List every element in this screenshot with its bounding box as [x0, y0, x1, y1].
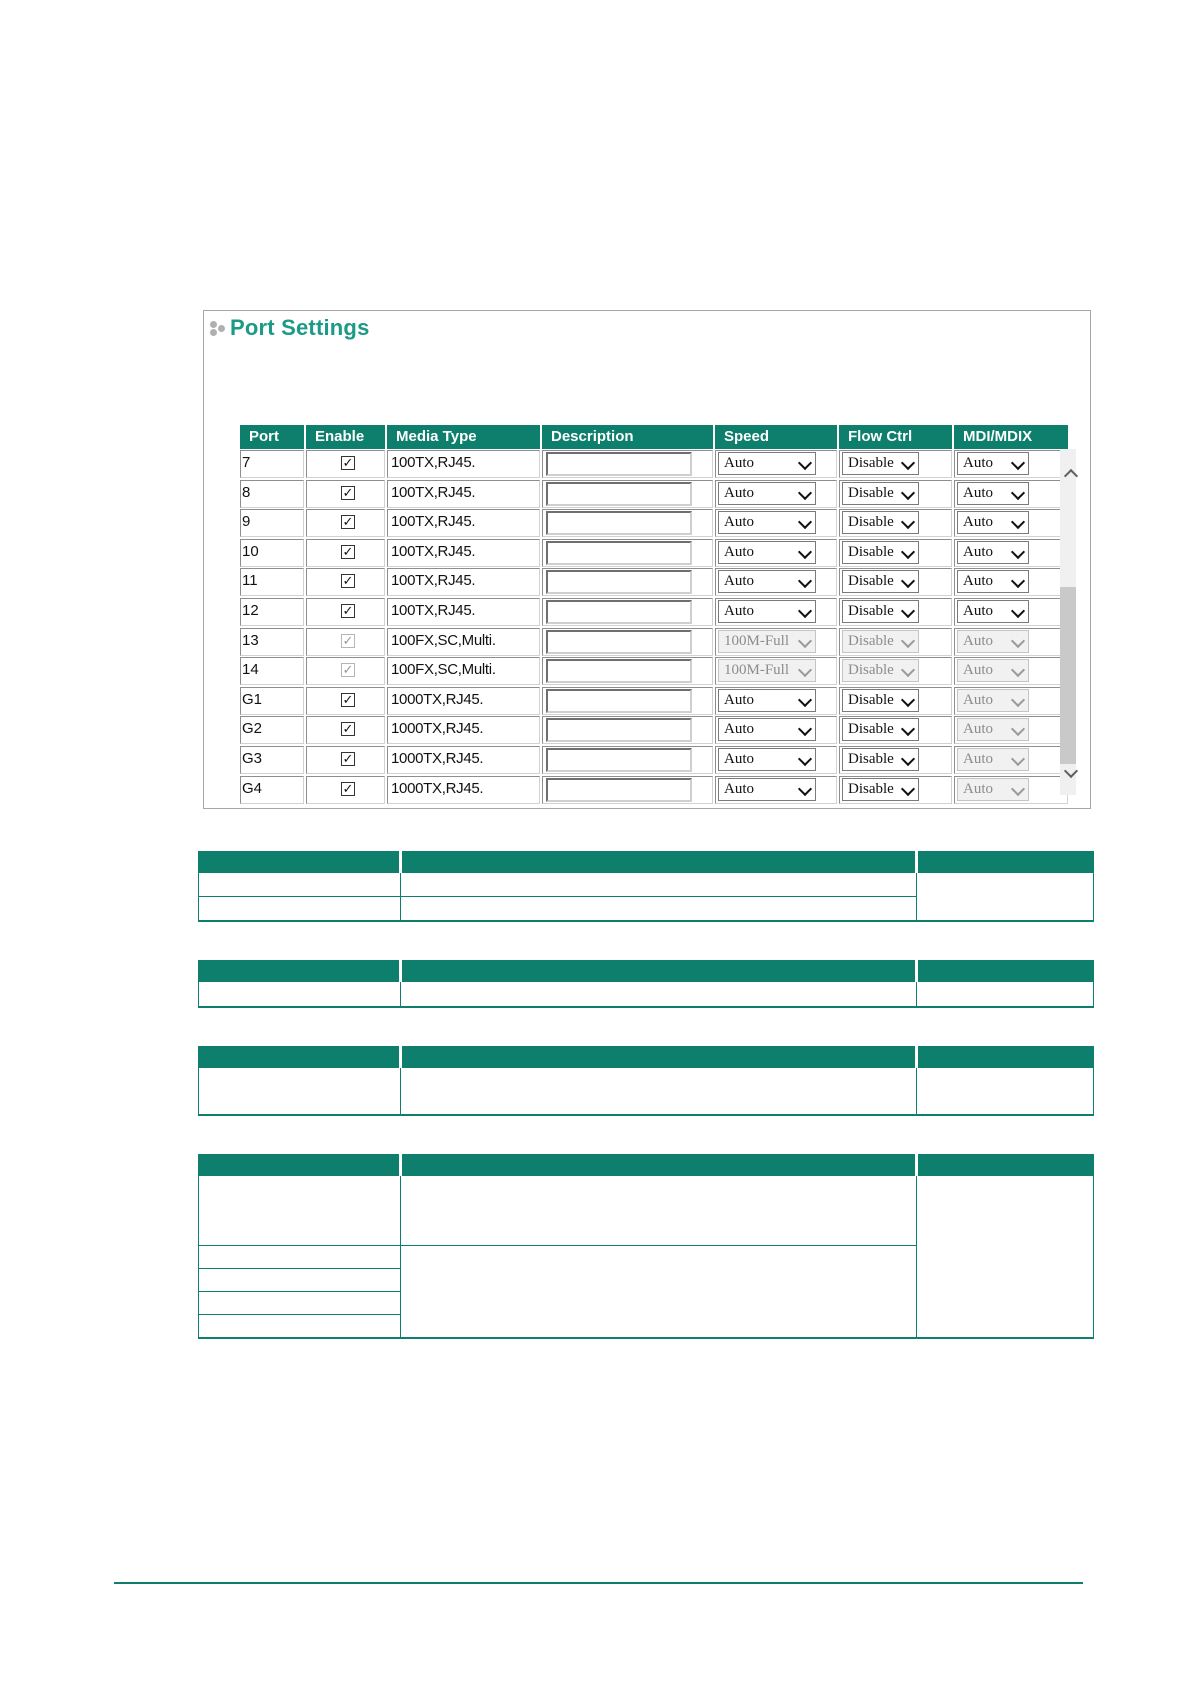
flow-ctrl-cell	[839, 628, 952, 656]
port-cell: 12	[240, 598, 304, 626]
media-type-cell: 1000TX,RJ45.	[387, 716, 540, 744]
description-input[interactable]	[546, 541, 692, 565]
speed-cell	[715, 450, 837, 478]
mdi-mdix-cell	[954, 568, 1068, 596]
flow-ctrl-select[interactable]	[842, 778, 919, 801]
flow-ctrl-select-value: Disable	[848, 751, 894, 767]
speed-select-value: Auto	[724, 603, 754, 619]
flow-ctrl-select[interactable]	[842, 689, 919, 712]
table-row	[240, 776, 1068, 804]
port-settings-title-bar	[209, 313, 370, 343]
speed-cell	[715, 568, 837, 596]
speed-select-value: Auto	[724, 573, 754, 590]
chevron-down-icon	[798, 545, 812, 559]
table-row	[240, 480, 1068, 508]
enable-checkbox[interactable]: ✓	[342, 484, 354, 500]
enable-cell	[306, 746, 385, 774]
table-header	[198, 1154, 1094, 1176]
table-row	[240, 687, 1068, 715]
chevron-down-icon	[1011, 663, 1025, 677]
speed-cell	[715, 598, 837, 626]
table-row	[240, 716, 1068, 744]
doc-table-1	[198, 851, 1094, 922]
port-cell: 13	[240, 628, 304, 656]
flow-ctrl-cell	[839, 509, 952, 537]
chevron-down-icon	[901, 634, 915, 648]
media-type-cell: 1000TX,RJ45.	[387, 746, 540, 774]
chevron-down-icon	[1011, 574, 1025, 588]
vertical-scrollbar[interactable]	[1060, 449, 1076, 795]
flow-ctrl-cell	[839, 480, 952, 508]
flow-ctrl-cell	[839, 450, 952, 478]
media-type-cell: 1000TX,RJ45.	[387, 776, 540, 804]
description-input[interactable]	[546, 718, 692, 742]
enable-cell	[306, 480, 385, 508]
media-type-cell: 100FX,SC,Multi.	[387, 657, 540, 685]
media-type-cell: 100TX,RJ45.	[387, 568, 540, 596]
chevron-down-icon	[798, 486, 812, 500]
chevron-down-icon	[798, 456, 812, 470]
media-type-cell: 100FX,SC,Multi.	[387, 628, 540, 656]
description-cell	[542, 450, 713, 478]
speed-select[interactable]	[718, 541, 816, 564]
speed-select[interactable]	[718, 482, 816, 505]
mdi-mdix-select-value: Auto	[963, 514, 993, 531]
port-cell: 9	[240, 509, 304, 537]
speed-select[interactable]	[718, 748, 816, 771]
description-cell	[542, 628, 713, 656]
chevron-down-icon	[798, 574, 812, 588]
port-cell: G1	[240, 687, 304, 715]
chevron-down-icon	[901, 752, 915, 766]
speed-cell	[715, 687, 837, 715]
speed-select-value: Auto	[724, 721, 754, 738]
enable-checkbox: ✓	[342, 632, 354, 648]
enable-checkbox[interactable]: ✓	[342, 455, 354, 470]
mdi-mdix-select-value: Auto	[963, 603, 993, 619]
mdi-mdix-select[interactable]	[957, 511, 1029, 534]
table-header	[198, 960, 1094, 982]
mdi-mdix-select-value: Auto	[963, 662, 993, 679]
chevron-down-icon	[901, 545, 915, 559]
mdi-mdix-cell	[954, 687, 1068, 715]
media-type-cell: 100TX,RJ45.	[387, 598, 540, 626]
speed-select[interactable]	[718, 511, 816, 534]
table-row	[240, 450, 1068, 478]
flow-ctrl-cell	[839, 776, 952, 804]
description-input[interactable]	[546, 482, 692, 506]
enable-checkbox: ✓	[342, 662, 354, 678]
scrollbar-thumb[interactable]	[1060, 587, 1076, 764]
media-type-cell: 1000TX,RJ45.	[387, 687, 540, 715]
mdi-mdix-select	[957, 778, 1029, 801]
flow-ctrl-cell	[839, 568, 952, 596]
enable-cell	[306, 450, 385, 478]
media-type-cell: 100TX,RJ45.	[387, 509, 540, 537]
enable-checkbox[interactable]: ✓	[342, 543, 354, 559]
flow-ctrl-select[interactable]	[842, 452, 919, 475]
mdi-mdix-cell	[954, 776, 1068, 804]
flow-ctrl-select-value: Disable	[848, 603, 894, 619]
mdi-mdix-select-value: Auto	[963, 780, 993, 797]
enable-cell	[306, 716, 385, 744]
flow-ctrl-select[interactable]	[842, 511, 919, 534]
enable-checkbox[interactable]: ✓	[342, 514, 354, 530]
mdi-mdix-select-value: Auto	[963, 543, 993, 560]
table-row	[240, 746, 1068, 774]
mdi-mdix-cell	[954, 657, 1068, 685]
chevron-down-icon	[901, 604, 915, 618]
mdi-mdix-select-value: Auto	[963, 484, 993, 501]
chevron-down-icon	[901, 782, 915, 796]
flow-ctrl-select-value: Disable	[848, 780, 894, 797]
mdi-mdix-cell	[954, 716, 1068, 744]
flow-ctrl-select[interactable]	[842, 600, 919, 623]
speed-select[interactable]	[718, 718, 816, 741]
speed-select[interactable]	[718, 778, 816, 801]
speed-select-value: Auto	[724, 751, 754, 767]
port-cell: 10	[240, 539, 304, 567]
enable-checkbox[interactable]: ✓	[342, 721, 354, 737]
chevron-down-icon	[798, 604, 812, 618]
table-header	[198, 851, 1094, 873]
flow-ctrl-cell	[839, 657, 952, 685]
description-cell	[542, 539, 713, 567]
chevron-down-icon	[1011, 486, 1025, 500]
flow-ctrl-select	[842, 630, 919, 653]
table-row	[240, 539, 1068, 567]
description-cell	[542, 687, 713, 715]
flow-ctrl-select[interactable]	[842, 718, 919, 741]
port-cell: 11	[240, 568, 304, 596]
col-flow-ctrl-header: Flow Ctrl	[839, 425, 952, 449]
speed-select[interactable]	[718, 570, 816, 593]
mdi-mdix-select-value: Auto	[963, 455, 993, 471]
description-input[interactable]	[546, 511, 692, 535]
mdi-mdix-cell	[954, 509, 1068, 537]
description-input[interactable]	[546, 630, 692, 654]
flow-ctrl-select-value: Disable	[848, 543, 894, 560]
mdi-mdix-select-value: Auto	[963, 573, 993, 590]
mdi-mdix-cell	[954, 539, 1068, 567]
chevron-down-icon	[1011, 752, 1025, 766]
col-port-header: Port	[240, 425, 304, 449]
mdi-mdix-select	[957, 748, 1029, 771]
flow-ctrl-select-value: Disable	[848, 573, 894, 590]
description-cell	[542, 509, 713, 537]
enable-cell	[306, 509, 385, 537]
mdi-mdix-cell	[954, 480, 1068, 508]
description-cell	[542, 480, 713, 508]
speed-cell	[715, 746, 837, 774]
description-input[interactable]	[546, 600, 692, 624]
speed-select-value: 100M-Full	[724, 632, 790, 649]
flow-ctrl-select-value: Disable	[848, 721, 894, 738]
chevron-down-icon	[901, 722, 915, 736]
mdi-mdix-select[interactable]	[957, 541, 1029, 564]
speed-select-value: Auto	[724, 543, 754, 560]
table-row	[240, 628, 1068, 656]
doc-table-3	[198, 1046, 1094, 1116]
port-settings-panel	[203, 310, 1091, 809]
speed-cell	[715, 657, 837, 685]
mdi-mdix-select	[957, 659, 1029, 682]
chevron-down-icon	[1011, 693, 1025, 707]
chevron-down-icon	[798, 722, 812, 736]
flow-ctrl-select-value: Disable	[848, 632, 894, 649]
flow-ctrl-select-value: Disable	[848, 662, 894, 679]
speed-select	[718, 630, 816, 653]
flow-ctrl-select[interactable]	[842, 541, 919, 564]
enable-cell	[306, 657, 385, 685]
enable-cell	[306, 687, 385, 715]
chevron-down-icon	[901, 456, 915, 470]
enable-checkbox[interactable]: ✓	[342, 691, 354, 707]
flow-ctrl-cell	[839, 746, 952, 774]
table-row	[240, 598, 1068, 626]
flow-ctrl-select	[842, 659, 919, 682]
speed-cell	[715, 480, 837, 508]
mdi-mdix-select-value: Auto	[963, 751, 993, 767]
enable-checkbox[interactable]: ✓	[342, 780, 354, 796]
mdi-mdix-select-value: Auto	[963, 691, 993, 708]
enable-checkbox[interactable]: ✓	[342, 603, 354, 618]
mdi-mdix-select[interactable]	[957, 600, 1029, 623]
speed-cell	[715, 628, 837, 656]
description-cell	[542, 746, 713, 774]
description-input[interactable]	[546, 452, 692, 476]
enable-checkbox[interactable]: ✓	[342, 573, 354, 589]
chevron-down-icon	[901, 693, 915, 707]
description-input[interactable]	[546, 659, 692, 683]
table-header	[198, 1046, 1094, 1068]
mdi-mdix-select	[957, 630, 1029, 653]
port-cell: G4	[240, 776, 304, 804]
speed-select-value: Auto	[724, 514, 754, 531]
chevron-down-icon	[1011, 545, 1025, 559]
chevron-down-icon	[901, 486, 915, 500]
page-title: Port Settings	[230, 315, 370, 340]
chevron-down-icon	[798, 782, 812, 796]
description-cell	[542, 657, 713, 685]
enable-cell	[306, 598, 385, 626]
description-input[interactable]	[546, 689, 692, 713]
speed-select-value: Auto	[724, 484, 754, 501]
flow-ctrl-select-value: Disable	[848, 691, 894, 708]
table-row	[240, 568, 1068, 596]
mdi-mdix-cell	[954, 598, 1068, 626]
speed-select[interactable]	[718, 452, 816, 475]
mdi-mdix-select-value: Auto	[963, 632, 993, 649]
col-speed-header: Speed	[715, 425, 837, 449]
flow-ctrl-select[interactable]	[842, 570, 919, 593]
port-settings-table	[240, 425, 1068, 796]
chevron-down-icon	[798, 515, 812, 529]
media-type-cell: 100TX,RJ45.	[387, 539, 540, 567]
chevron-down-icon	[1011, 456, 1025, 470]
doc-table-2	[198, 960, 1094, 1008]
chevron-down-icon	[1011, 782, 1025, 796]
col-media-type-header: Media Type	[387, 425, 540, 449]
description-cell	[542, 776, 713, 804]
footer-rule	[114, 1582, 1083, 1584]
col-mdi-mdix-header: MDI/MDIX	[954, 425, 1068, 449]
speed-select[interactable]	[718, 689, 816, 712]
speed-select-value: Auto	[724, 780, 754, 797]
description-input[interactable]	[546, 748, 692, 772]
description-input[interactable]	[546, 778, 692, 802]
mdi-mdix-cell	[954, 628, 1068, 656]
chevron-down-icon	[1011, 634, 1025, 648]
speed-select[interactable]	[718, 600, 816, 623]
table-row	[240, 509, 1068, 537]
col-enable-header: Enable	[306, 425, 385, 449]
mdi-mdix-select[interactable]	[957, 482, 1029, 505]
enable-cell	[306, 539, 385, 567]
mdi-mdix-select	[957, 689, 1029, 712]
chevron-down-icon	[1011, 722, 1025, 736]
mdi-mdix-select	[957, 718, 1029, 741]
speed-cell	[715, 716, 837, 744]
chevron-down-icon	[798, 634, 812, 648]
chevron-down-icon	[901, 574, 915, 588]
description-cell	[542, 568, 713, 596]
mdi-mdix-cell	[954, 746, 1068, 774]
chevron-down-icon	[798, 752, 812, 766]
flow-ctrl-select-value: Disable	[848, 455, 894, 471]
doc-table-4	[198, 1154, 1094, 1339]
description-cell	[542, 716, 713, 744]
chevron-down-icon	[1011, 515, 1025, 529]
enable-cell	[306, 776, 385, 804]
col-description-header: Description	[542, 425, 713, 449]
description-cell	[542, 598, 713, 626]
port-cell: G3	[240, 746, 304, 774]
mdi-mdix-select-value: Auto	[963, 721, 993, 738]
flow-ctrl-select-value: Disable	[848, 514, 894, 531]
speed-cell	[715, 776, 837, 804]
mdi-mdix-select[interactable]	[957, 452, 1029, 475]
flow-ctrl-cell	[839, 687, 952, 715]
speed-select-value: 100M-Full	[724, 662, 790, 679]
flow-ctrl-cell	[839, 539, 952, 567]
mdi-mdix-cell	[954, 450, 1068, 478]
chevron-down-icon	[901, 663, 915, 677]
mdi-mdix-select[interactable]	[957, 570, 1029, 593]
speed-select-value: Auto	[724, 691, 754, 708]
chevron-down-icon	[1011, 604, 1025, 618]
flow-ctrl-select[interactable]	[842, 748, 919, 771]
enable-cell	[306, 628, 385, 656]
enable-checkbox[interactable]: ✓	[342, 751, 354, 766]
dots-icon	[209, 316, 227, 340]
chevron-down-icon	[798, 663, 812, 677]
chevron-down-icon	[798, 693, 812, 707]
port-cell: 8	[240, 480, 304, 508]
description-input[interactable]	[546, 570, 692, 594]
flow-ctrl-cell	[839, 716, 952, 744]
speed-cell	[715, 509, 837, 537]
chevron-down-icon	[901, 515, 915, 529]
port-cell: G2	[240, 716, 304, 744]
speed-select	[718, 659, 816, 682]
media-type-cell: 100TX,RJ45.	[387, 450, 540, 478]
enable-cell	[306, 568, 385, 596]
table-row	[240, 657, 1068, 685]
flow-ctrl-select-value: Disable	[848, 484, 894, 501]
speed-select-value: Auto	[724, 455, 754, 471]
port-cell: 14	[240, 657, 304, 685]
speed-cell	[715, 539, 837, 567]
media-type-cell: 100TX,RJ45.	[387, 480, 540, 508]
flow-ctrl-select[interactable]	[842, 482, 919, 505]
flow-ctrl-cell	[839, 598, 952, 626]
port-cell: 7	[240, 450, 304, 478]
